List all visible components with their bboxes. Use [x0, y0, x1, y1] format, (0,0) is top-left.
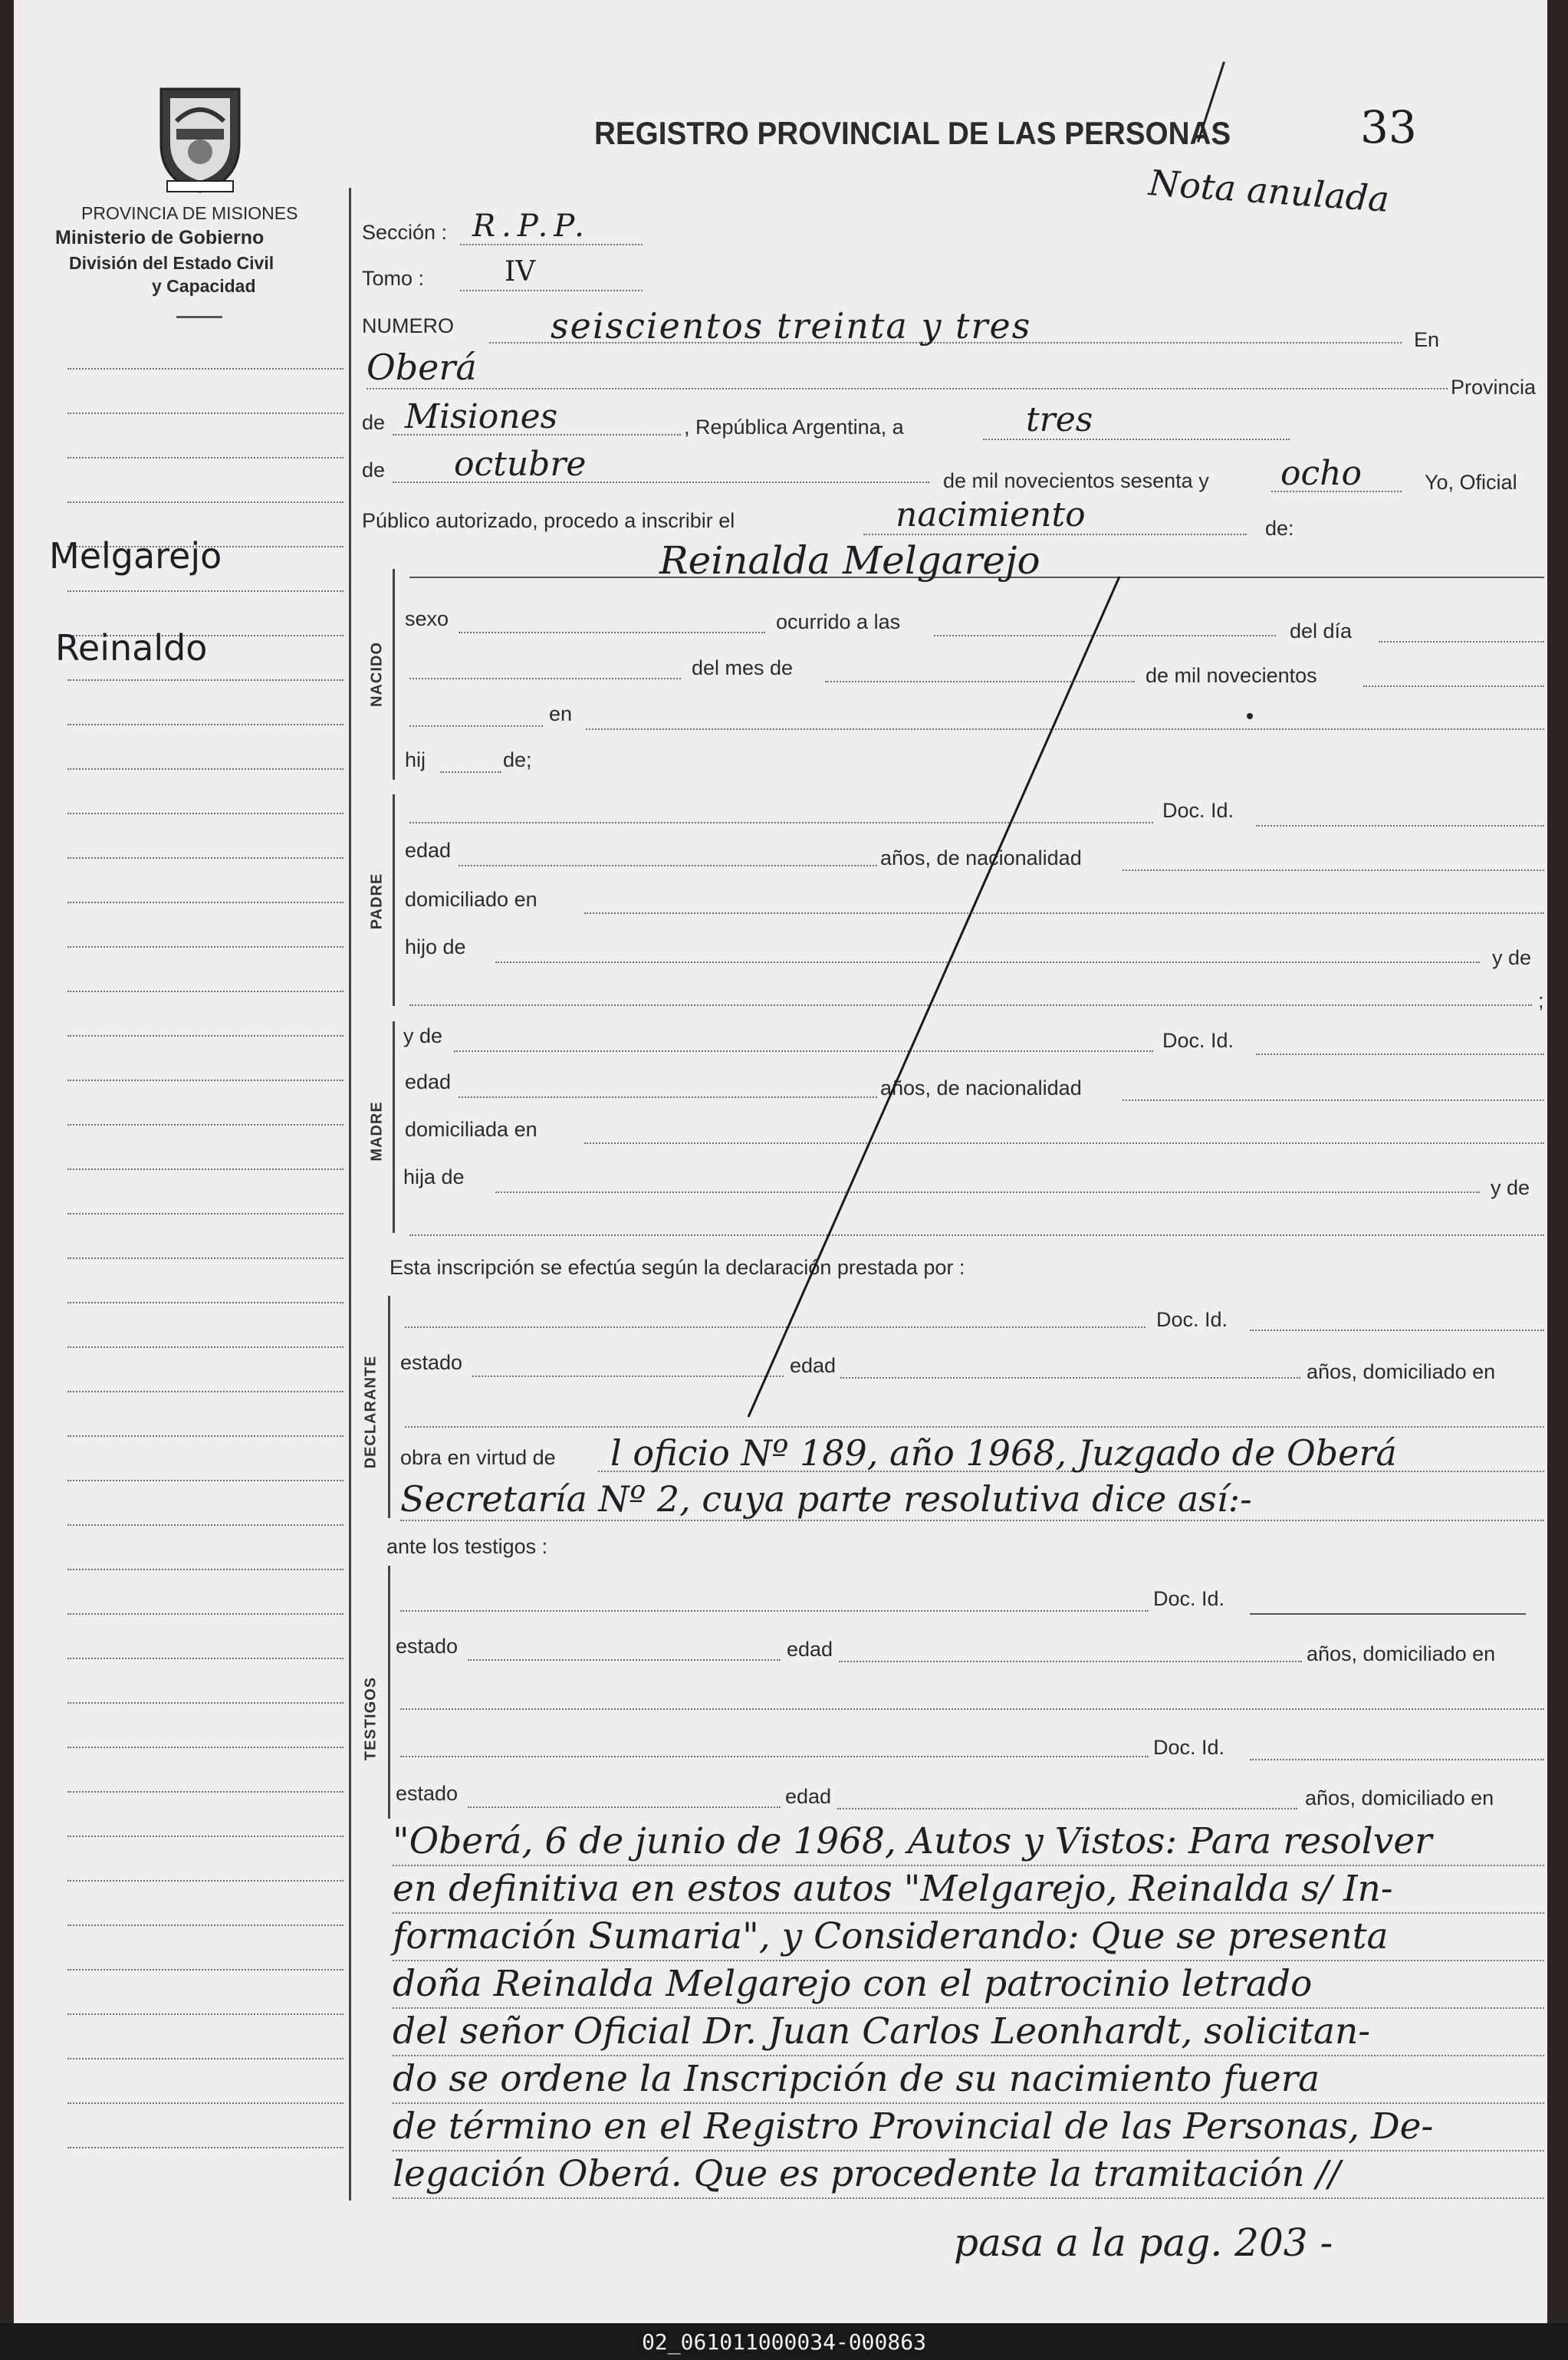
testigo1-anios-label: años, domiciliado en [1307, 1642, 1496, 1665]
del-dia-label: del día [1290, 620, 1353, 643]
yo-label: Yo, Oficial [1425, 471, 1517, 494]
tomo-label: Tomo : [362, 267, 425, 290]
numero-value: seiscientos treinta y tres [551, 305, 1032, 347]
narrative-line: do se ordene la Inscripción de su nacimiento fuera [393, 2058, 1320, 2100]
register-page [14, 0, 1547, 2323]
padre-edad-label: edad [405, 839, 452, 862]
madre-domicilio-label: domiciliada en [405, 1118, 537, 1141]
provincia-label: Provincia [1451, 376, 1537, 399]
madre-yde-label: y de [403, 1024, 443, 1047]
sexo-label: sexo [405, 607, 449, 630]
madre-doc-label: Doc. Id. [1162, 1029, 1234, 1052]
declarante-edad-label: edad [790, 1354, 837, 1377]
margin-given-name: Reinaldo [55, 627, 208, 669]
place-value: Oberá [367, 347, 477, 388]
madre-anios-label: años, de nacionalidad [880, 1076, 1082, 1099]
hij-label: hij [405, 748, 426, 771]
province-label: PROVINCIA DE MISIONES [81, 203, 298, 223]
seccion-value: R.P.P. [472, 209, 590, 244]
padre-domicilio-label: domiciliado en [405, 888, 537, 911]
narrative-line: de término en el Registro Provincial de las Personas, De- [393, 2105, 1434, 2148]
obra-value: l oficio Nº 189, año 1968, Juzgado de Oberá [610, 1432, 1397, 1474]
padre-anios-label: años, de nacionalidad [880, 846, 1082, 869]
ministry-label: Ministerio de Gobierno [55, 227, 265, 248]
padre-yde-label: y de [1492, 946, 1532, 969]
footer-note: pasa a la pag. 203 - [954, 2220, 1333, 2265]
hij-de-label: de; [503, 748, 532, 771]
madre-yde2-label: y de [1491, 1176, 1530, 1199]
dia-value: tres [1026, 400, 1093, 439]
declarante-tab: DECLARANTE [362, 1355, 380, 1469]
testigo1-estado-label: estado [396, 1635, 459, 1658]
page-title: REGISTRO PROVINCIAL DE LAS PERSONAS [594, 115, 1231, 151]
testigo1-doc-label: Doc. Id. [1153, 1587, 1225, 1610]
testigo2-edad-label: edad [785, 1785, 832, 1808]
acto-value: nacimiento [896, 495, 1086, 534]
division-label: División del Estado Civil [69, 253, 274, 273]
page-number: 33 [1360, 101, 1417, 153]
testigo1-edad-label: edad [787, 1638, 833, 1661]
padre-hijo-label: hijo de [405, 935, 466, 958]
ocurrido-label: ocurrido a las [776, 610, 901, 633]
del-mes-label: del mes de [692, 656, 794, 679]
testigo2-anios-label: años, domiciliado en [1305, 1786, 1494, 1809]
declarante-doc-label: Doc. Id. [1156, 1308, 1228, 1331]
narrative-line: legación Oberá. Que es procedente la tramitación // [393, 2153, 1341, 2195]
mil-nov-label: de mil novecientos [1146, 664, 1317, 687]
margin-surname: Melgarejo [49, 535, 222, 577]
en-nacido-label: en [549, 702, 573, 725]
testigos-intro: ante los testigos : [386, 1535, 548, 1558]
annulment-annotation: Nota anulada [1147, 162, 1391, 220]
padre-semicolon: ; [1538, 989, 1544, 1012]
mes-value: octubre [454, 445, 587, 484]
narrative-line: doña Reinalda Melgarejo con el patrocinio letrado [393, 1963, 1313, 2005]
publico-label: Público autorizado, procedo a inscribir el [362, 509, 735, 532]
narrative-line: formación Sumaria", y Considerando: Que se presenta [393, 1915, 1389, 1957]
testigo2-doc-label: Doc. Id. [1153, 1736, 1225, 1759]
narrative-line: en definitiva en estos autos "Melgarejo, Reinalda s/ In- [393, 1868, 1393, 1910]
provincia-value: Misiones [405, 397, 558, 436]
image-caption: 02_061011000034-000863 [0, 2323, 1568, 2360]
tomo-value: IV [505, 256, 536, 288]
declarante-estado-label: estado [400, 1351, 463, 1374]
madre-edad-label: edad [405, 1070, 452, 1093]
padre-doc-label: Doc. Id. [1162, 799, 1234, 822]
numero-label: NUMERO [362, 314, 454, 337]
mil-label: de mil novecientos sesenta y [943, 469, 1209, 492]
madre-tab: MADRE [368, 1101, 386, 1162]
testigos-tab: TESTIGOS [362, 1676, 380, 1761]
cancellation-line [14, 0, 1547, 2323]
division-label-2: y Capacidad [152, 276, 256, 296]
obra-value-2: Secretaría Nº 2, cuya parte resolutiva dice así:- [400, 1478, 1252, 1520]
republica-label: , República Argentina, a [684, 416, 904, 439]
obra-label: obra en virtud de [400, 1446, 556, 1469]
anio-value: ocho [1280, 454, 1362, 493]
declarante-intro: Esta inscripción se efectúa según la declaración prestada por : [390, 1256, 965, 1279]
nombre-value: Reinalda Melgarejo [659, 538, 1040, 583]
declarante-anios-label: años, domiciliado en [1307, 1360, 1496, 1383]
en-label: En [1414, 328, 1440, 351]
de-label: de [362, 411, 386, 434]
padre-tab: PADRE [368, 873, 386, 930]
de-label-2: de [362, 459, 386, 482]
testigo2-estado-label: estado [396, 1782, 459, 1805]
narrative-line: del señor Oficial Dr. Juan Carlos Leonhardt, solicitan- [393, 2010, 1371, 2053]
nacido-tab: NACIDO [368, 642, 386, 707]
madre-hija-label: hija de [403, 1165, 465, 1188]
narrative-line: "Oberá, 6 de junio de 1968, Autos y Vistos: Para resolver [393, 1820, 1432, 1862]
de-colon-label: de: [1265, 517, 1294, 540]
seccion-label: Sección : [362, 221, 448, 244]
